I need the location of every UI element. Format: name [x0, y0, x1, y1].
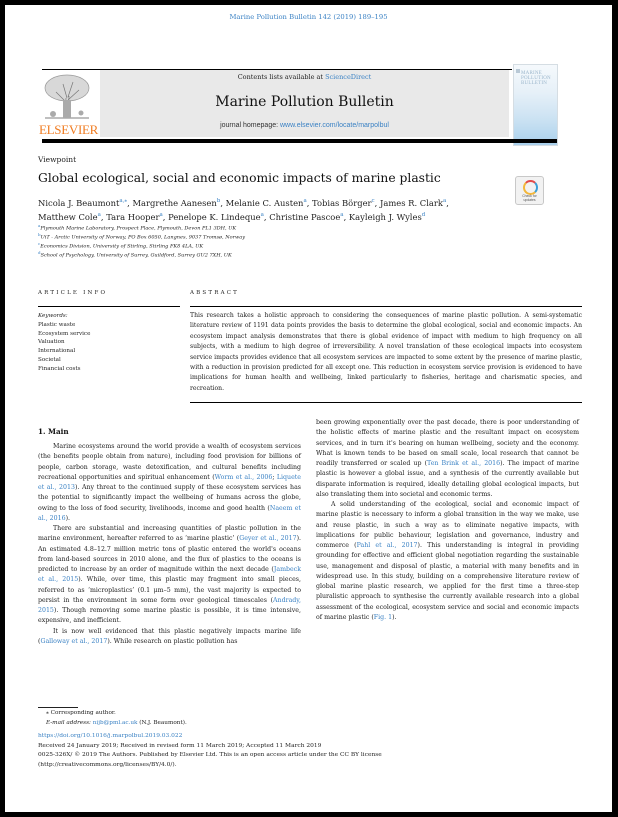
citation-link[interactable]: Geyer et al., 2017 [239, 535, 297, 543]
journal-cover-thumbnail[interactable] [513, 64, 558, 146]
author-name[interactable]: Tobias Börger [312, 197, 372, 208]
abstract-text: This research takes a holistic approach to considering the consequences of marine plastic pollution. A semi-systematic literature review of 1191 data points provides the basis to determine the global ecological, social and economic impacts. An ecosystem impact analysis demonstrates that there is global evidence of impact with medium to high frequency on all subjects, with a medium to high degree of irreversibility. A novel translation of these ecological impacts into ecosystem service impacts provides evidence that all ecosystem services are impacted to some extent by the presence of marine plastic, with a reduction in provision predicted for all except one. This reduction in ecosystem service provision is evidenced to have implications for human health and wellbeing, linked particularly to fisheries, heritage and charismatic species, and recreation. [190, 312, 582, 392]
text-run: ). While, over time, this plastic may fragment into small pieces, referred to as ‘microplastics’ (0.1 μm–5 mm), the vast majority is expected to persist in the environment in some form over geological timescales ( [38, 576, 301, 604]
sciencedirect-link[interactable]: ScienceDirect [325, 73, 372, 81]
body-column-left [38, 442, 301, 647]
keyword-item: Plastic waste [38, 321, 76, 328]
author-name[interactable]: Matthew Cole [38, 211, 98, 222]
received-dates: Received 24 January 2019; Received in revised form 11 March 2019; Accepted 11 March 2019 [38, 742, 322, 749]
elsevier-tree-icon [41, 72, 93, 120]
affiliation-text: UiT - Arctic University of Norway, PO Box 6050, Langnes, 9037 Tromsø, Norway [40, 234, 246, 241]
header-rule-bottom [42, 139, 557, 143]
citation-link[interactable]: Ten Brink et al., 2016 [427, 460, 501, 467]
footnote-rule [38, 707, 78, 708]
body-paragraph [38, 442, 301, 524]
citation-link[interactable]: Jambeck et al., 2015 [38, 566, 301, 584]
email-link[interactable]: nijb@pml.ac.uk [92, 719, 138, 726]
author-name[interactable]: Kayleigh J. Wyles [348, 211, 422, 222]
keywords-list [38, 312, 90, 374]
text-run: ). [65, 514, 71, 522]
author-name[interactable]: Nicola J. Beaumont [38, 197, 120, 208]
text-run: A solid understanding of the ecological, social and economic impact of marine plastic is necessary to inform a global transition in the way we make, use and reuse plastic, in such a way as to eliminate negative impacts, with implications for public behaviour, legislation and governance, industry and commerce ( [316, 501, 579, 549]
contents-prefix: Contents lists available at [237, 73, 326, 81]
homepage-link[interactable]: www.elsevier.com/locate/marpolbul [280, 122, 389, 129]
affiliation-text: Plymouth Marine Laboratory, Prospect Place, Plymouth, Devon PL1 3DH, UK [40, 225, 237, 232]
affiliations [38, 223, 245, 260]
text-run: ). Though removing some marine plastic is possible, it is time intensive, expensive, and inefficient. [38, 607, 301, 625]
text-run: ). [392, 613, 397, 621]
abstract-rule-bottom [190, 402, 582, 403]
body-paragraph [316, 500, 579, 623]
abstract-rule [190, 306, 582, 307]
author-name[interactable]: James R. Clark [379, 197, 443, 208]
journal-masthead [100, 70, 509, 137]
author-affiliation-marker[interactable]: c [371, 198, 375, 204]
author-name[interactable]: Melanie C. Austen [225, 197, 304, 208]
email-label: E-mail address: [46, 719, 93, 726]
doi-link[interactable]: https://doi.org/10.1016/j.marpolbul.2019.03.022 [38, 733, 183, 739]
article-page [5, 5, 612, 812]
author-affiliation-marker[interactable]: b [216, 198, 221, 204]
running-head[interactable]: Marine Pollution Bulletin 142 (2019) 189–195 [229, 13, 388, 21]
elsevier-logo[interactable] [39, 70, 98, 138]
text-run: It is now well evidenced that this plastic negatively impacts marine life ( [38, 627, 301, 645]
author-affiliation-marker[interactable]: a [340, 211, 344, 218]
affiliation-text: School of Psychology, University of Surrey, Guildford, Surrey GU2 7XH, UK [40, 253, 232, 260]
text-run: ). While research on plastic pollution has [107, 637, 238, 645]
publication-info [38, 732, 578, 771]
citation-link[interactable]: Naeem et al., 2016 [38, 504, 301, 522]
keyword-item: Ecosystem service [38, 330, 91, 337]
author-name[interactable]: Christine Pascoe [269, 211, 341, 222]
journal-name: Marine Pollution Bulletin [215, 94, 394, 110]
keywords-label: Keywords: [38, 313, 68, 319]
affiliation-item [38, 250, 245, 259]
author-affiliation-marker[interactable]: a,⁎ [119, 198, 128, 204]
affiliation-key: a [38, 223, 41, 228]
text-run: ). This understanding is integral in providing grounding for effective and efficient global negotiation regarding the sustainable use, management and disposal of plastic, a material with many benefits and in widespread use. In this study, building on a comprehensive literature review of global marine plastic research, we applied for the first time a three-step pluralistic approach to synthesise the currently available research into a global assessment of the ecological, ecosystem service and social and economic impacts of marine plastic ( [316, 542, 579, 621]
author-name[interactable]: Margrethe Aanesen [132, 197, 217, 208]
author-affiliation-marker[interactable]: a [97, 211, 101, 218]
article-info-heading: ARTICLE INFO [38, 290, 108, 296]
text-run: ). The impact of marine plastic is however a global issue, and a synthesis of the currently available but disparate information is required, ideally detailing global ecological impacts, but also translating them into societal and economic terms. [316, 460, 580, 498]
author-name[interactable]: Tara Hooper [106, 211, 160, 222]
body-column-right [316, 418, 579, 623]
affiliation-text: Economics Division, University of Stirling, Stirling FK8 4LA, UK [40, 243, 204, 250]
citation-link[interactable]: Galloway et al., 2017 [40, 637, 108, 645]
citation-link[interactable]: Andrady, 2015 [38, 596, 301, 614]
keyword-item: Valuation [38, 339, 65, 346]
article-type: Viewpoint [38, 155, 77, 164]
body-paragraph [316, 418, 579, 500]
text-run: Marine ecosystems around the world provide a wealth of ecosystem services (the benefits people obtain from nature), including food provision for billions of people, carbon storage, waste detoxification, and cultural benefits including recreational opportunities and spiritual enhancement ( [38, 443, 301, 481]
author-list: Nicola J. Beaumont$^{a,⁎}$, Margrethe Aanesen$^b$, Melanie C. Austen$^a$, Tobias Börger$^c$, James R. Clark$^a$, Matthew Cole$^a$, Tara Hooper$^a$, Penelope K. Lindeque$^a$, Christine Pascoe$^a$, Kayleigh J. Wyles$^d$ [38, 197, 449, 222]
citation-link[interactable]: Worm et al., 2006 [214, 473, 273, 481]
citation-link[interactable]: Pahl et al., 2017 [356, 542, 418, 549]
keyword-item: Societal [38, 356, 61, 363]
cover-logo-icon [516, 69, 520, 73]
author-name[interactable]: Penelope K. Lindeque [168, 211, 261, 222]
footnote [46, 709, 187, 728]
license-url[interactable]: (http://creativecommons.org/licenses/BY/4.0/). [38, 762, 177, 769]
article-title: Global ecological, social and economic impacts of marine plastic [38, 171, 441, 185]
affiliation-item [38, 223, 245, 232]
citation-link[interactable]: Fig. 1 [373, 613, 393, 621]
abstract-heading: ABSTRACT [190, 290, 240, 296]
author-affiliation-marker[interactable]: d [421, 211, 426, 218]
check-updates-label: Check for updates [522, 194, 537, 202]
section-heading: 1. Main [38, 427, 69, 436]
affiliation-item [38, 241, 245, 250]
author-affiliation-marker[interactable]: a [442, 198, 447, 204]
author-affiliation-marker[interactable]: a [303, 198, 307, 204]
journal-homepage [100, 122, 509, 129]
affiliation-item [38, 232, 245, 241]
text-run: There are substantial and increasing quantities of plastic pollution in the marine environment, hereafter referred to as ‘marine plastic’ ( [38, 525, 301, 543]
email-suffix: (N.J. Beaumont). [137, 719, 187, 726]
text-run: been growing exponentially over the past decade, there is poor understanding of the holistic effects of marine plastic and the resultant impact on ecosystem services, and in turn it's bearing on human wellbeing, society and the economy. What is known tends to be based on small scale, local research that cannot be readily transferred or scaled up ( [316, 419, 579, 467]
keyword-item: Financial costs [38, 365, 81, 372]
email-line [46, 719, 187, 729]
keyword-item: International [38, 348, 76, 355]
publisher-logo-text: ELSEVIER [39, 122, 98, 137]
affiliation-key: d [38, 250, 41, 256]
text-run: ). An estimated 4.8–12.7 million metric tons of plastic entered the world's oceans from land-based sources in 2010 alone, and the flux of plastics to the oceans is predicted to increase by an order of magnitude within the next decade ( [38, 535, 302, 573]
body-paragraph [38, 627, 301, 648]
check-updates-icon [523, 180, 538, 195]
body-paragraph [38, 524, 301, 627]
contents-line [100, 73, 509, 81]
homepage-prefix: journal homepage: [220, 122, 280, 129]
author-affiliation-marker[interactable]: a [260, 211, 264, 218]
affiliation-key: c [38, 241, 41, 247]
check-for-updates-button[interactable] [515, 176, 544, 205]
corresponding-author-note: ⁎ Corresponding author. [46, 710, 116, 716]
affiliation-key: b [38, 232, 41, 238]
article-info-rule [38, 306, 180, 307]
text-run: ; [272, 473, 277, 481]
copyright-line: 0025-326X/ © 2019 The Authors. Published by Elsevier Ltd. This is an open access article under the CC BY license [38, 752, 382, 759]
citation-link[interactable]: Liquete et al., 2013 [38, 473, 301, 491]
author-affiliation-marker[interactable]: a [159, 211, 163, 218]
cover-title: MARINE POLLUTION BULLETIN [521, 71, 551, 86]
text-run: ). Any threat to the continued supply of these ecosystem services has the potential to significantly impact the wellbeing of humans across the globe, owing to the loss of food security, livelihoods, income and good health ( [38, 484, 301, 512]
